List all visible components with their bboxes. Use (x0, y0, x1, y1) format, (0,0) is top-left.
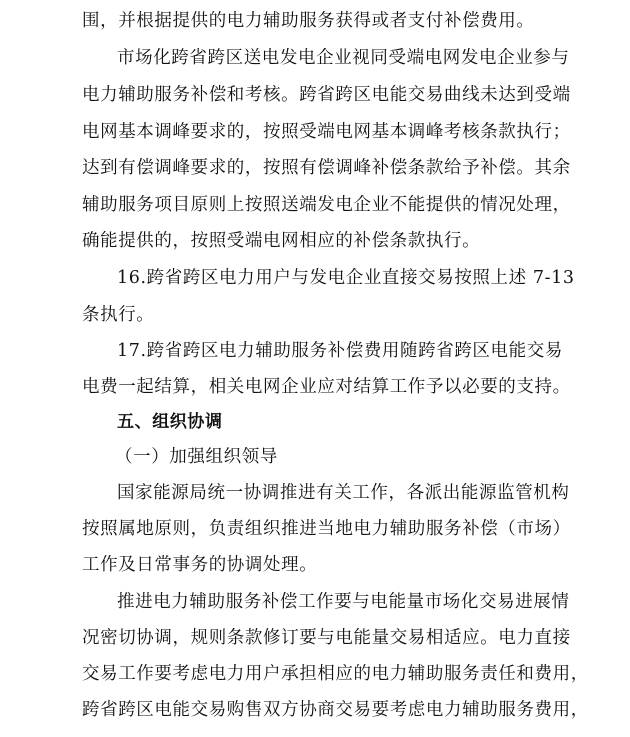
paragraph-line: 确能提供的，按照受端电网相应的补偿条款执行。 (82, 231, 481, 251)
paragraph-line: 围，并根据提供的电力辅助服务获得或者支付补偿费用。 (82, 11, 535, 31)
subsection-heading: （一）加强组织领导 (115, 447, 278, 467)
paragraph-line: 交易工作要考虑电力用户承担相应的电力辅助服务责任和费用， (82, 664, 589, 684)
paragraph-line: 达到有偿调峰要求的，按照有偿调峰补偿条款给予补偿。其余 (82, 158, 571, 178)
paragraph-line: 电费一起结算，相关电网企业应对结算工作予以必要的支持。 (82, 377, 571, 397)
paragraph-line: 条执行。 (82, 305, 155, 325)
paragraph-line: 辅助服务项目原则上按照送端发电企业不能提供的情况处理， (82, 195, 571, 215)
section-heading: 五、组织协调 (117, 412, 223, 432)
paragraph-line: 16.跨省跨区电力用户与发电企业直接交易按照上述 7-13 (117, 268, 575, 288)
paragraph-line: 推进电力辅助服务补偿工作要与电能量市场化交易进展情 (117, 592, 570, 612)
paragraph-line: 跨省跨区电能交易购售双方协商交易要考虑电力辅助服务费用， (82, 700, 589, 720)
paragraph-line: 按照属地原则，负责组织推进当地电力辅助服务补偿（市场） (82, 519, 571, 539)
paragraph-line: 电网基本调峰要求的，按照受端电网基本调峰考核条款执行； (82, 122, 571, 142)
paragraph-line: 国家能源局统一协调推进有关工作，各派出能源监管机构 (117, 483, 570, 503)
paragraph-line: 电力辅助服务补偿和考核。跨省跨区电能交易曲线未达到受端 (82, 85, 571, 105)
paragraph-line: 市场化跨省跨区送电发电企业视同受端电网发电企业参与 (117, 48, 570, 68)
paragraph-line: 17.跨省跨区电力辅助服务补偿费用随跨省跨区电能交易 (117, 341, 563, 361)
paragraph-line: 工作及日常事务的协调处理。 (82, 555, 318, 575)
paragraph-line: 况密切协调，规则条款修订要与电能量交易相适应。电力直接 (82, 628, 571, 648)
